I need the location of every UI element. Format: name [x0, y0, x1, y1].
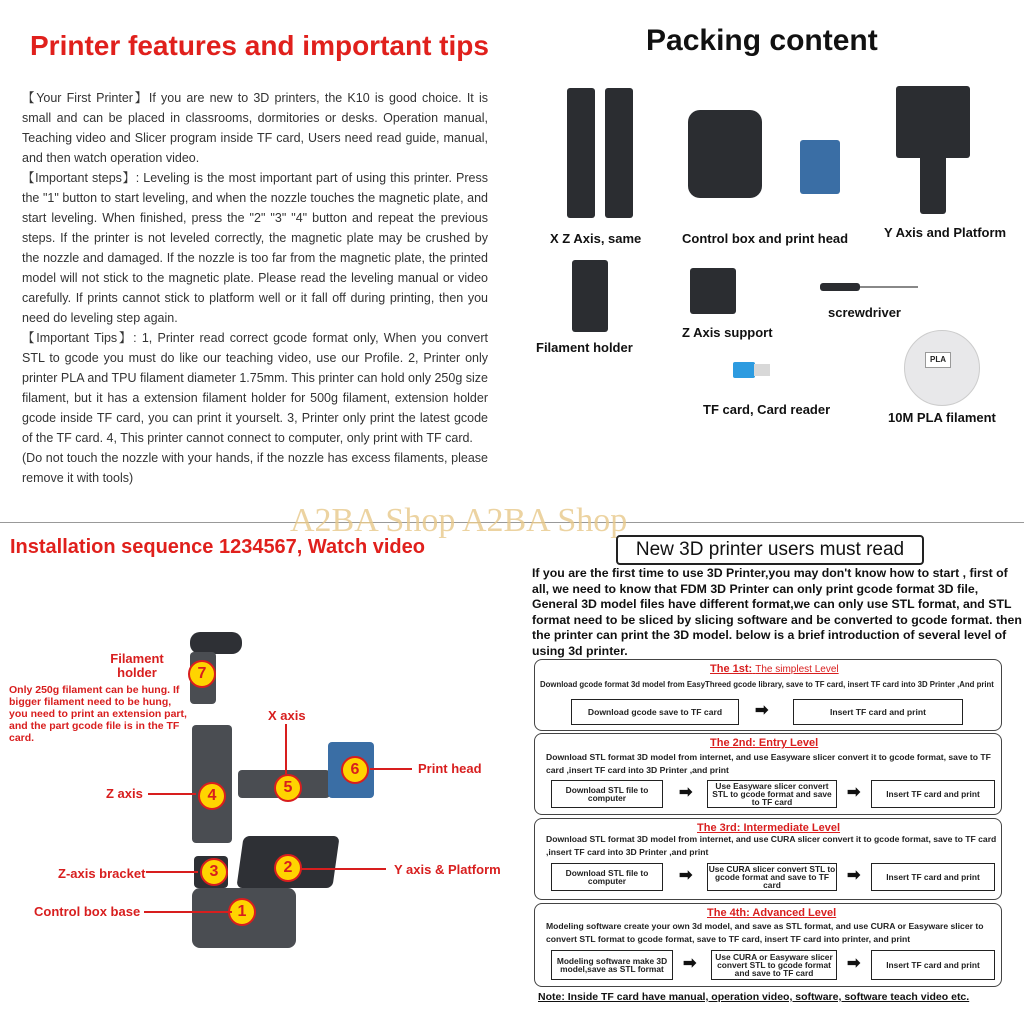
- tips-important-tips: 【Important Tips】: 1, Printer read correct gcode format only, When you convert STL to gcode you must do like our teaching video, use our Profile. 2, Printer only printer PLA and TPU filament diameter 1.75mm. This printer can hold only 250g size filament, but it has a extension filament holder for 500g filament, extension holder gcode inside TF card, you can print it yourselt. 3, Printer only print the latest gcode of the TF card. 4, This printer cannot connect to computer, only print with TF card.: [22, 331, 488, 445]
- tips-title: Printer features and important tips: [30, 30, 489, 61]
- arrow-icon: ➡: [679, 867, 693, 884]
- shop-watermark: A2BA Shop A2BA Shop: [290, 502, 628, 539]
- level-2-step-2: Use Easyware slicer convert STL to gcode format and save to TF card: [707, 780, 837, 808]
- leader-print-head: [370, 768, 412, 770]
- y-axis-photo: [896, 86, 970, 158]
- packing-z-support-caption: Z Axis support: [682, 325, 773, 340]
- xz-axis-photo-right: [605, 88, 633, 218]
- level-3-desc: Download STL format 3D model from internet, and use CURA slicer convert it to gcode format, save to TF card ,insert TF card into 3D Printer ,and print: [546, 834, 997, 857]
- xz-axis-photo-left: [567, 88, 595, 218]
- arrow-icon: ➡: [847, 955, 861, 972]
- y-axis-stand-photo: [920, 150, 946, 214]
- leader-y-axis: [300, 868, 386, 870]
- leader-x-axis: [285, 724, 287, 774]
- tips-nozzle-note: (Do not touch the nozzle with your hands, if the nozzle has excess filaments, please remove it with tools): [22, 451, 488, 485]
- guide-note: Note: Inside TF card have manual, operation video, software, software teach video etc.: [538, 991, 970, 1003]
- level-4-panel: [534, 903, 1002, 987]
- label-y-axis: Y axis & Platform: [394, 862, 501, 877]
- level-1-step-1: Download gcode save to TF card: [571, 699, 739, 725]
- step-badge-4: 4: [198, 782, 226, 810]
- label-z-axis: Z axis: [106, 786, 143, 801]
- level-3-step-1: Download STL file to computer: [551, 863, 663, 891]
- level-4-step-2: Use CURA or Easyware slicer convert STL to gcode format and save to TF card: [711, 950, 837, 980]
- packing-pla-caption: 10M PLA filament: [888, 410, 996, 425]
- level-1-desc: Download gcode format 3d model from EasyThreed gcode library, save to TF card, insert TF card into 3D Printer ,And print: [540, 680, 994, 689]
- tips-important-steps: 【Important steps】: Leveling is the most important part of using this printer. Press the "1" button to start leveling, and when the nozzle touches the magnetic plate, and start leveling. When finished, press the "2" "3" "4" button and repeat the previous steps. If the printer is not leveled correctly, the magnetic plate may be crushed by the nozzle and damaged. If the nozzle is too far from the magnetic plate, the printed model will not stick to the magnetic plate. Please read the leveling manual or video carefully. If prints cannot stick to platform well or it fall off during printing, then you need do leveling step again.: [22, 171, 488, 325]
- packing-control-box-caption: Control box and print head: [682, 231, 849, 246]
- level-1-title-prefix: The 1st:: [710, 663, 753, 675]
- screwdriver-handle: [820, 283, 860, 291]
- packing-title: Packing content: [646, 24, 878, 57]
- level-1-title-suffix: The simplest Level: [755, 664, 839, 675]
- level-3-panel: [534, 818, 1002, 900]
- guide-title: New 3D printer users must read: [616, 535, 924, 565]
- card-reader-plug: [754, 364, 770, 376]
- filament-holder-note: Only 250g filament can be hung. If bigger filament need to be hung, you need to print an extension part, and the part gcode file is in the TF card.: [9, 684, 187, 744]
- packing-filament-holder-caption: Filament holder: [536, 340, 633, 355]
- step-badge-6: 6: [341, 756, 369, 784]
- step-badge-1: 1: [228, 898, 256, 926]
- level-2-title: The 2nd: Entry Level: [710, 737, 819, 749]
- install-title: Installation sequence 1234567, Watch video: [10, 536, 425, 558]
- arrow-icon: ➡: [755, 702, 769, 719]
- level-2-step-1: Download STL file to computer: [551, 780, 663, 808]
- level-1-step-2: Insert TF card and print: [793, 699, 963, 725]
- step-badge-5: 5: [274, 774, 302, 802]
- control-box-photo: [688, 110, 762, 198]
- screwdriver-shaft: [860, 286, 918, 288]
- label-control-base: Control box base: [34, 904, 141, 919]
- packing-y-axis-caption: Y Axis and Platform: [884, 225, 1007, 240]
- filament-holder-part-top: [190, 632, 242, 654]
- level-3-title: The 3rd: Intermediate Level: [697, 822, 841, 834]
- label-filament-holder: Filament holder: [110, 651, 164, 680]
- level-2-desc: Download STL format 3D model from internet, and use Easyware slicer convert it to gcode format, save to TF card ,insert TF card into 3D Printer ,and print: [546, 752, 991, 775]
- level-4-step-1: Modeling software make 3D model,save as STL format: [551, 950, 673, 980]
- level-2-step-3: Insert TF card and print: [871, 780, 995, 808]
- level-3-step-2: Use CURA slicer convert STL to gcode format and save to TF card: [708, 864, 836, 890]
- packing-tf-card-caption: TF card, Card reader: [703, 402, 831, 417]
- pla-filament-photo: [904, 330, 980, 406]
- arrow-icon: ➡: [847, 867, 861, 884]
- level-1-title: [710, 663, 839, 675]
- pla-tag: PLA: [925, 352, 951, 368]
- label-x-axis: X axis: [268, 708, 306, 723]
- filament-holder-photo: [572, 260, 608, 332]
- step-badge-3: 3: [200, 858, 228, 886]
- leader-z-axis: [148, 793, 196, 795]
- step-badge-7: 7: [188, 660, 216, 688]
- level-4-step-3: Insert TF card and print: [871, 950, 995, 980]
- arrow-icon: ➡: [679, 784, 693, 801]
- level-4-desc: Modeling software create your own 3d model, and save as STL format, and use CURA or Easyware slicer to convert STL format to gcode format, save to TF card, insert TF card into printer, and print: [546, 921, 984, 944]
- arrow-icon: ➡: [847, 784, 861, 801]
- z-support-photo: [690, 268, 736, 314]
- label-z-bracket: Z-axis bracket: [58, 866, 146, 881]
- print-head-photo: [800, 140, 840, 194]
- guide-intro: If you are the first time to use 3D Printer,you may don't know how to start , first of all, we need to know that FDM 3D Printer can only print gcode format 3D file, General 3D model files have different format,we can only use STL format, and STL format need to be sliced by slicing software and be converted to gcode format. then the printer can print the 3D model. below is a brief introduction of several level of using 3d printer.: [532, 566, 1022, 658]
- level-3-step-3: Insert TF card and print: [871, 863, 995, 891]
- leader-control-base: [144, 911, 232, 913]
- label-print-head: Print head: [418, 761, 482, 776]
- level-4-title: The 4th: Advanced Level: [707, 907, 837, 919]
- level-1-panel: [534, 659, 1002, 731]
- arrow-icon: ➡: [683, 955, 697, 972]
- card-reader-photo: [733, 362, 755, 378]
- leader-z-bracket: [146, 871, 198, 873]
- tips-first-printer: 【Your First Printer】If you are new to 3D printers, the K10 is good choice. It is small and can be placed in classrooms, dormitories or desks. Operation manual, Teaching video and Slicer program inside TF card, Users need read guide, manual, and then watch operation video.: [22, 91, 488, 165]
- step-badge-2: 2: [274, 854, 302, 882]
- packing-xz-axis-caption: X Z Axis, same: [550, 231, 642, 246]
- packing-screwdriver-caption: screwdriver: [828, 305, 901, 320]
- level-2-panel: [534, 733, 1002, 815]
